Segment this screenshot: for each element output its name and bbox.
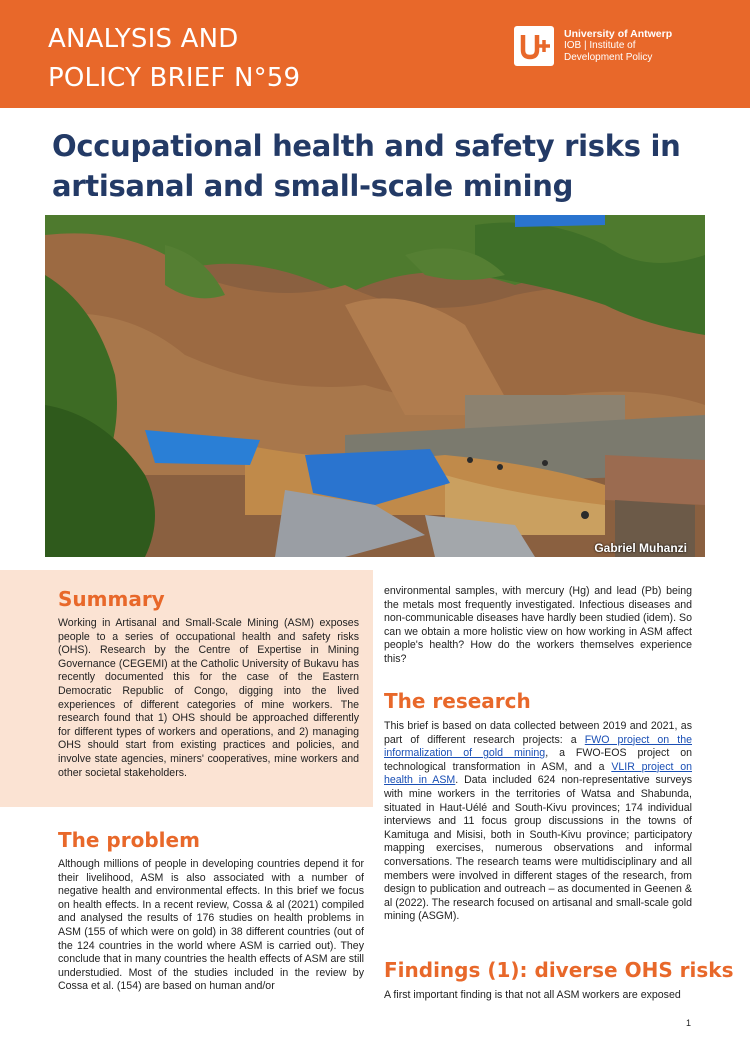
research-text-part-1: This brief is based on data collected between 2019 and 2021, as part of different research projects: a — [384, 720, 692, 746]
research-text-part-2: , a FWO-EOS project on technological transformation in ASM, and a — [384, 747, 692, 773]
findings-text: A first important finding is that not all ASM workers are exposed — [384, 989, 681, 1001]
research-text-part-3: . Data included 624 non-representative surveys with mine workers in the territories of Watsa and Shabunda, situated in Haut-Uélé and South-Kivu provinces; 174 individual interviews and 11 focus group discussions in the towns of Kamituga and Misisi, both in South-Kivu province; participatory mapping exercises, numerous observations and informal conversations. The research teams were multidisciplinary and all members were involved in different stages of the research, from design to publication and outreach – as documented in Geenen & al (2022). The research focused on artisanal and small-scale gold mining (ASGM). — [384, 774, 692, 923]
summary-heading: Summary — [58, 587, 165, 611]
series-line-2: POLICY BRIEF N°59 — [48, 63, 301, 93]
vlir-project-link[interactable]: VLIR project on health in ASM — [384, 760, 692, 787]
page-title: Occupational health and safety risks in artisanal and small-scale mining — [52, 129, 681, 203]
fwo-project-link[interactable]: FWO project on the informalization of gold mining — [384, 733, 692, 760]
summary-text: Working in Artisanal and Small-Scale Mining (ASM) exposes people to a series of occupational health and safety risks (OHS). Research by the Centre of Expertise in Mining Governance (CEGEMI) at the Catholic University of Bukavu has recently documented this for the case of the Eastern Democratic Republic of Congo, digging into the lived experiences of different categories of mine workers. The research found that 1) OHS should be approached differently for different types of workers and operations, and 2) managing OHS should start from existing practices and policies, and involve state agencies, miners' cooperatives, mine workers and other societal stakeholders. — [58, 617, 359, 779]
photo-credit: Gabriel Muhanzi — [594, 541, 687, 555]
logo-institute-line-2: Development Policy — [564, 52, 653, 63]
series-line-1: ANALYSIS AND — [48, 24, 239, 54]
research-text — [384, 720, 692, 924]
series-label — [48, 20, 300, 98]
page-number: 1 — [686, 1018, 692, 1028]
university-logo-icon — [514, 26, 554, 66]
mining-site-photo — [45, 215, 705, 557]
continuation-text: environmental samples, with mercury (Hg) and lead (Pb) being the metals most frequently investigated. Infectious diseases and non-communicable diseases have hardly been studied (idem). So can we obtain a more holistic view on how working in ASM affect people's health? How do the workers themselves experience this? — [384, 585, 692, 665]
problem-heading: The problem — [58, 828, 200, 852]
header-banner — [0, 0, 750, 108]
research-heading: The research — [384, 689, 531, 713]
findings-heading: Findings (1): diverse OHS risks — [384, 958, 734, 982]
problem-text: Although millions of people in developing countries depend it for their livelihood, ASM is also associated with a number of negative health and environmental effects. In this brief we focus on health effects. In a recent review, Cossa & al (2021) compiled and analysed the results of 176 studies on health problems in ASM (155 of which were on gold) in 38 different countries (out of the 124 countries in the world where ASM is carried out). They conclude that in many countries the health effects of ASM are still understudied. Most of the studies included in the review by Cossa et al. (154) are based on human and/or — [58, 858, 365, 993]
logo-institute-line-1: IOB | Institute of — [564, 40, 636, 51]
logo-university-name: University of Antwerp — [564, 28, 673, 40]
logo-text — [564, 28, 672, 64]
mining-site-illustration — [45, 215, 705, 557]
